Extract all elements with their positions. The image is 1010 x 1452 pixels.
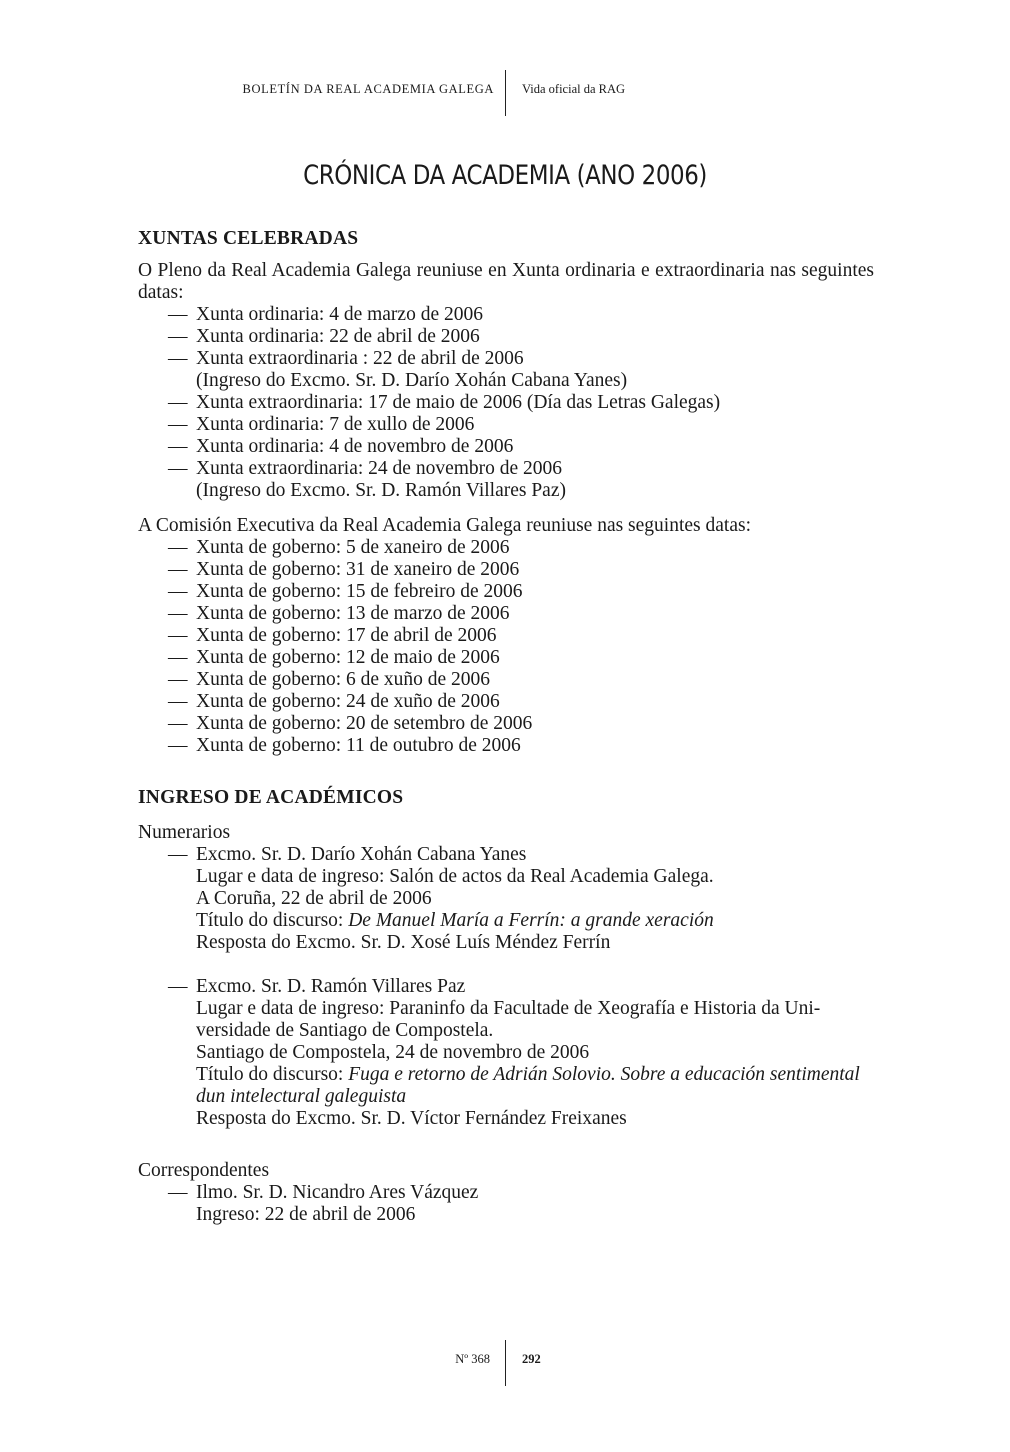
list-item <box>138 691 874 713</box>
ingreso-place-line1: Lugar e data de ingreso: Paraninfo da Facultade de Xeografía e Historia da Uni- <box>196 998 821 1019</box>
meeting-line: Xunta de goberno: 6 de xuño de 2006 <box>196 669 491 690</box>
meeting-line: Xunta de goberno: 20 de setembro de 2006 <box>196 713 533 734</box>
ingreso-date: Santiago de Compostela, 24 de novembro de 2006 <box>196 1042 590 1063</box>
section-heading-xuntas: XUNTAS CELEBRADAS <box>138 228 359 249</box>
em-dash: — <box>168 392 188 413</box>
list-item <box>138 559 874 581</box>
meeting-line: Xunta de goberno: 31 de xaneiro de 2006 <box>196 559 520 580</box>
meeting-line: Xunta de goberno: 13 de marzo de 2006 <box>196 603 510 624</box>
list-item <box>138 625 874 647</box>
em-dash: — <box>168 603 188 624</box>
list-item <box>138 735 874 757</box>
em-dash: — <box>168 976 188 997</box>
meeting-line: Xunta extraordinaria: 17 de maio de 2006 (Día das Letras Galegas) <box>196 392 721 413</box>
section-heading-ingreso: INGRESO DE ACADÉMICOS <box>138 787 404 808</box>
discurso-text-line2: dun intelectural galeguista <box>196 1086 407 1107</box>
correspondentes-list <box>138 1182 874 1226</box>
list-item <box>138 581 874 603</box>
meeting-line: Xunta de goberno: 24 de xuño de 2006 <box>196 691 500 712</box>
em-dash: — <box>168 537 188 558</box>
pleno-list <box>138 304 874 502</box>
list-item <box>138 1182 874 1226</box>
meeting-line: Xunta ordinaria: 7 de xullo de 2006 <box>196 414 475 435</box>
list-item <box>138 669 874 691</box>
ingreso-date: Ingreso: 22 de abril de 2006 <box>196 1204 416 1225</box>
academic-name: Ilmo. Sr. D. Nicandro Ares Vázquez <box>196 1182 479 1203</box>
academic-name: Excmo. Sr. D. Darío Xohán Cabana Yanes <box>196 844 527 865</box>
meeting-line: Xunta ordinaria: 4 de marzo de 2006 <box>196 304 483 325</box>
comision-intro: A Comisión Executiva da Real Academia Galega reuniuse nas seguintes datas: <box>138 515 751 536</box>
correspondentes-label: Correspondentes <box>138 1160 270 1181</box>
em-dash: — <box>168 458 188 479</box>
meeting-line: Xunta de goberno: 15 de febreiro de 2006 <box>196 581 523 602</box>
meeting-note: (Ingreso do Excmo. Sr. D. Ramón Villares Paz) <box>196 480 566 501</box>
running-footer <box>0 1340 1010 1386</box>
discurso-text: De Manuel María a Ferrín: a grande xeración <box>348 910 714 931</box>
em-dash: — <box>168 581 188 602</box>
journal-name: BOLETÍN DA REAL ACADEMIA GALEGA <box>242 82 494 96</box>
academic-name: Excmo. Sr. D. Ramón Villares Paz <box>196 976 466 997</box>
list-item <box>138 326 874 348</box>
em-dash: — <box>168 735 188 756</box>
meeting-note: (Ingreso do Excmo. Sr. D. Darío Xohán Cabana Yanes) <box>196 370 628 391</box>
meeting-line: Xunta ordinaria: 22 de abril de 2006 <box>196 326 480 347</box>
em-dash: — <box>168 625 188 646</box>
em-dash: — <box>168 348 188 369</box>
discurso-label: Título do discurso: <box>196 1064 349 1085</box>
numerarios-list <box>138 844 874 954</box>
em-dash: — <box>168 647 188 668</box>
list-item <box>138 603 874 625</box>
issue-number: Nº 368 <box>455 1352 490 1366</box>
list-item <box>138 304 874 326</box>
em-dash: — <box>168 326 188 347</box>
list-item <box>138 976 874 1130</box>
pleno-intro: O Pleno da Real Academia Galega reuniuse en Xunta ordinaria e extraordinaria nas seguintes datas: <box>138 260 874 303</box>
list-item <box>138 713 874 735</box>
numerarios-list-2 <box>138 976 874 1130</box>
em-dash: — <box>168 713 188 734</box>
meeting-line: Xunta de goberno: 17 de abril de 2006 <box>196 625 497 646</box>
resposta: Resposta do Excmo. Sr. D. Víctor Fernández Freixanes <box>196 1108 627 1129</box>
meeting-line: Xunta ordinaria: 4 de novembro de 2006 <box>196 436 514 457</box>
discurso-label: Título do discurso: <box>196 910 349 931</box>
meeting-line: Xunta extraordinaria : 22 de abril de 2006 <box>196 348 524 369</box>
section-name: Vida oficial da RAG <box>522 82 626 96</box>
em-dash: — <box>168 414 188 435</box>
list-item <box>138 537 874 559</box>
meeting-line: Xunta de goberno: 12 de maio de 2006 <box>196 647 500 668</box>
page-title: CRÓNICA DA ACADEMIA (ANO 2006) <box>303 160 707 191</box>
em-dash: — <box>168 669 188 690</box>
meeting-line: Xunta extraordinaria: 24 de novembro de 2006 <box>196 458 563 479</box>
list-item <box>138 392 874 414</box>
em-dash: — <box>168 559 188 580</box>
em-dash: — <box>168 436 188 457</box>
list-item <box>138 436 874 458</box>
footer-divider <box>505 1340 506 1386</box>
discurso-title <box>196 1064 874 1086</box>
em-dash: — <box>168 691 188 712</box>
em-dash: — <box>168 1182 188 1203</box>
ingreso-date: A Coruña, 22 de abril de 2006 <box>196 888 432 909</box>
numerarios-label: Numerarios <box>138 822 231 843</box>
running-header <box>0 70 1010 116</box>
list-item <box>138 458 874 502</box>
list-item <box>138 414 874 436</box>
comision-list <box>138 537 874 757</box>
list-item <box>138 647 874 669</box>
page-number: 292 <box>522 1352 541 1366</box>
header-divider <box>505 70 506 116</box>
discurso-title <box>196 910 874 932</box>
resposta: Resposta do Excmo. Sr. D. Xosé Luís Méndez Ferrín <box>196 932 611 953</box>
article-body <box>138 228 874 1226</box>
meeting-line: Xunta de goberno: 11 de outubro de 2006 <box>196 735 521 756</box>
list-item <box>138 348 874 392</box>
discurso-text: Fuga e retorno de Adrián Solovio. Sobre a educación sentimental <box>348 1064 860 1085</box>
em-dash: — <box>168 844 188 865</box>
list-item <box>138 844 874 954</box>
em-dash: — <box>168 304 188 325</box>
meeting-line: Xunta de goberno: 5 de xaneiro de 2006 <box>196 537 510 558</box>
ingreso-place: Lugar e data de ingreso: Salón de actos da Real Academia Galega. <box>196 866 714 887</box>
ingreso-place-line2: versidade de Santiago de Compostela. <box>196 1020 494 1041</box>
